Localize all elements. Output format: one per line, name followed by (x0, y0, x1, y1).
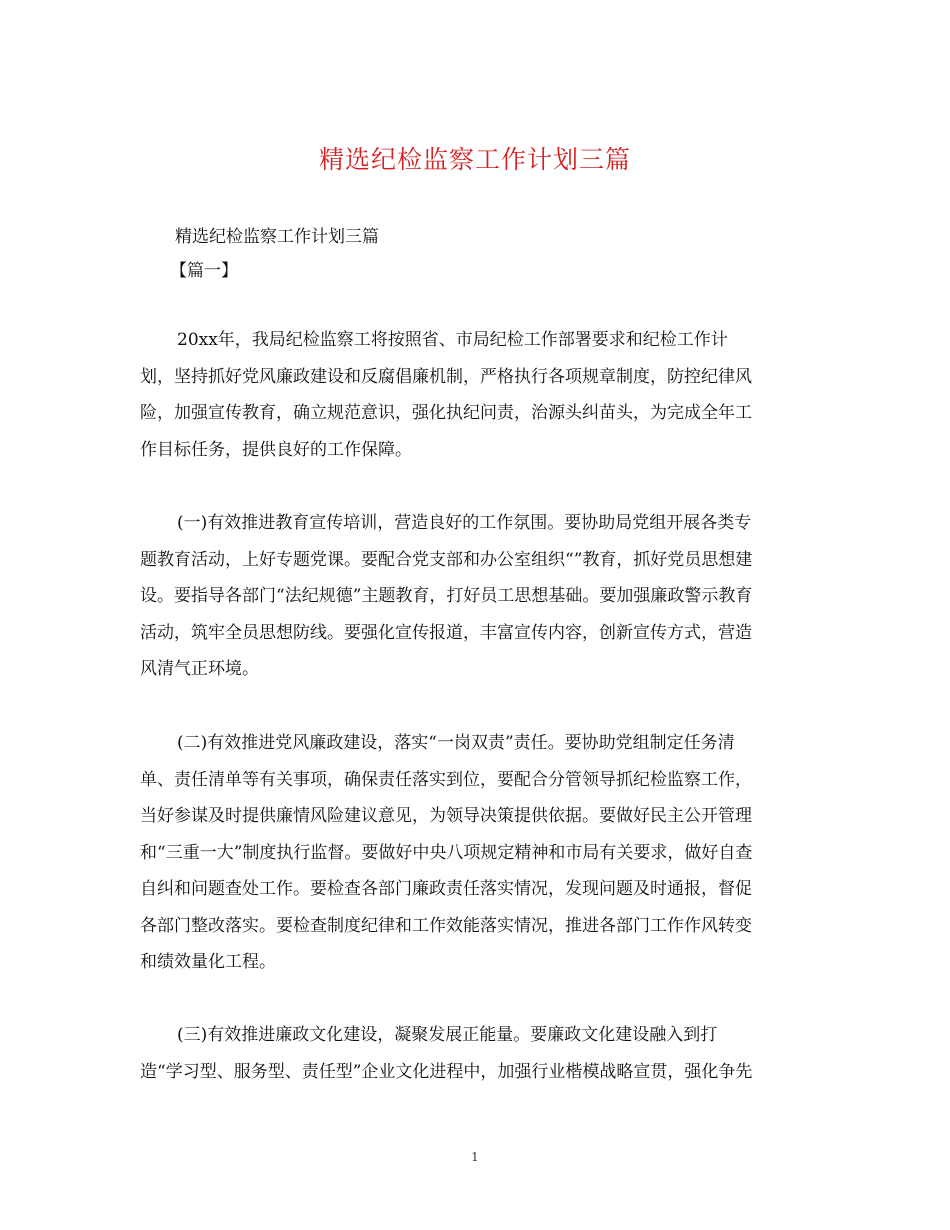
paragraph-section-1 (140, 505, 815, 688)
document-subtitle: 精选纪检监察工作计划三篇 (175, 227, 379, 247)
paragraph-line: 自纠和问题查处工作。要检查各部门廉政责任落实情况，发现问题及时通报，督促 (140, 879, 752, 899)
paragraph-line: 20xx年，我局纪检监察工将按照省、市局纪检工作部署要求和纪检工作计 (177, 330, 728, 350)
paragraph-line: 题教育活动，上好专题党课。要配合党支部和办公室组织“”教育，抓好党员思想建 (140, 549, 753, 570)
document-title: 精选纪检监察工作计划三篇 (318, 145, 631, 174)
paragraph-section-2 (140, 725, 815, 981)
paragraph-line: 险，加强宣传教育，确立规范意识，强化执纪问责，治源头纠苗头，为完成全年工 (140, 403, 752, 423)
paragraph-line: 划，坚持抓好党风廉政建设和反腐倡廉机制，严格执行各项规章制度，防控纪律风 (140, 366, 752, 387)
paragraph-line: 作目标任务，提供良好的工作保障。 (140, 439, 412, 460)
page-number: 1 (471, 1150, 479, 1164)
paragraph-line: (二)有效推进党风廉政建设，落实“一岗双责”责任。要协助党组制定任务清 (177, 733, 735, 753)
paragraph-line: (一)有效推进教育宣传培训，营造良好的工作氛围。要协助局党组开展各类专 (177, 513, 752, 533)
paragraph-line: 风清气正环境。 (140, 659, 259, 679)
paragraph-line: 设。要指导各部门“法纪规德”主题教育，打好员工思想基础。要加强廉政警示教育 (140, 586, 753, 606)
paragraph-line: (三)有效推进廉政文化建设，凝聚发展正能量。要廉政文化建设融入到打 (177, 1025, 718, 1045)
paragraph-line: 各部门整改落实。要检查制度纪律和工作效能落实情况，推进各部门工作作风转变 (140, 915, 752, 936)
paragraph-line: 活动，筑牢全员思想防线。要强化宣传报道，丰富宣传内容，创新宣传方式，营造 (140, 622, 752, 643)
paragraph-line: 单、责任清单等有关事项，确保责任落实到位，要配合分管领导抓纪检监察工作， (140, 769, 752, 790)
paragraph-line: 造“学习型、服务型、责任型”企业文化进程中，加强行业楷模战略宣贯，强化争先 (140, 1061, 753, 1082)
paragraph-intro (140, 322, 815, 468)
paragraph-line: 和“三重一大”制度执行监督。要做好中央八项规定精神和市局有关要求，做好自查 (140, 842, 753, 863)
paragraph-line: 和绩效量化工程。 (140, 952, 276, 972)
section-label: 【篇一】 (170, 261, 238, 281)
paragraph-line: 当好参谋及时提供廉情风险建议意见，为领导决策提供依据。要做好民主公开管理 (140, 806, 752, 826)
paragraph-section-3 (140, 1017, 815, 1090)
